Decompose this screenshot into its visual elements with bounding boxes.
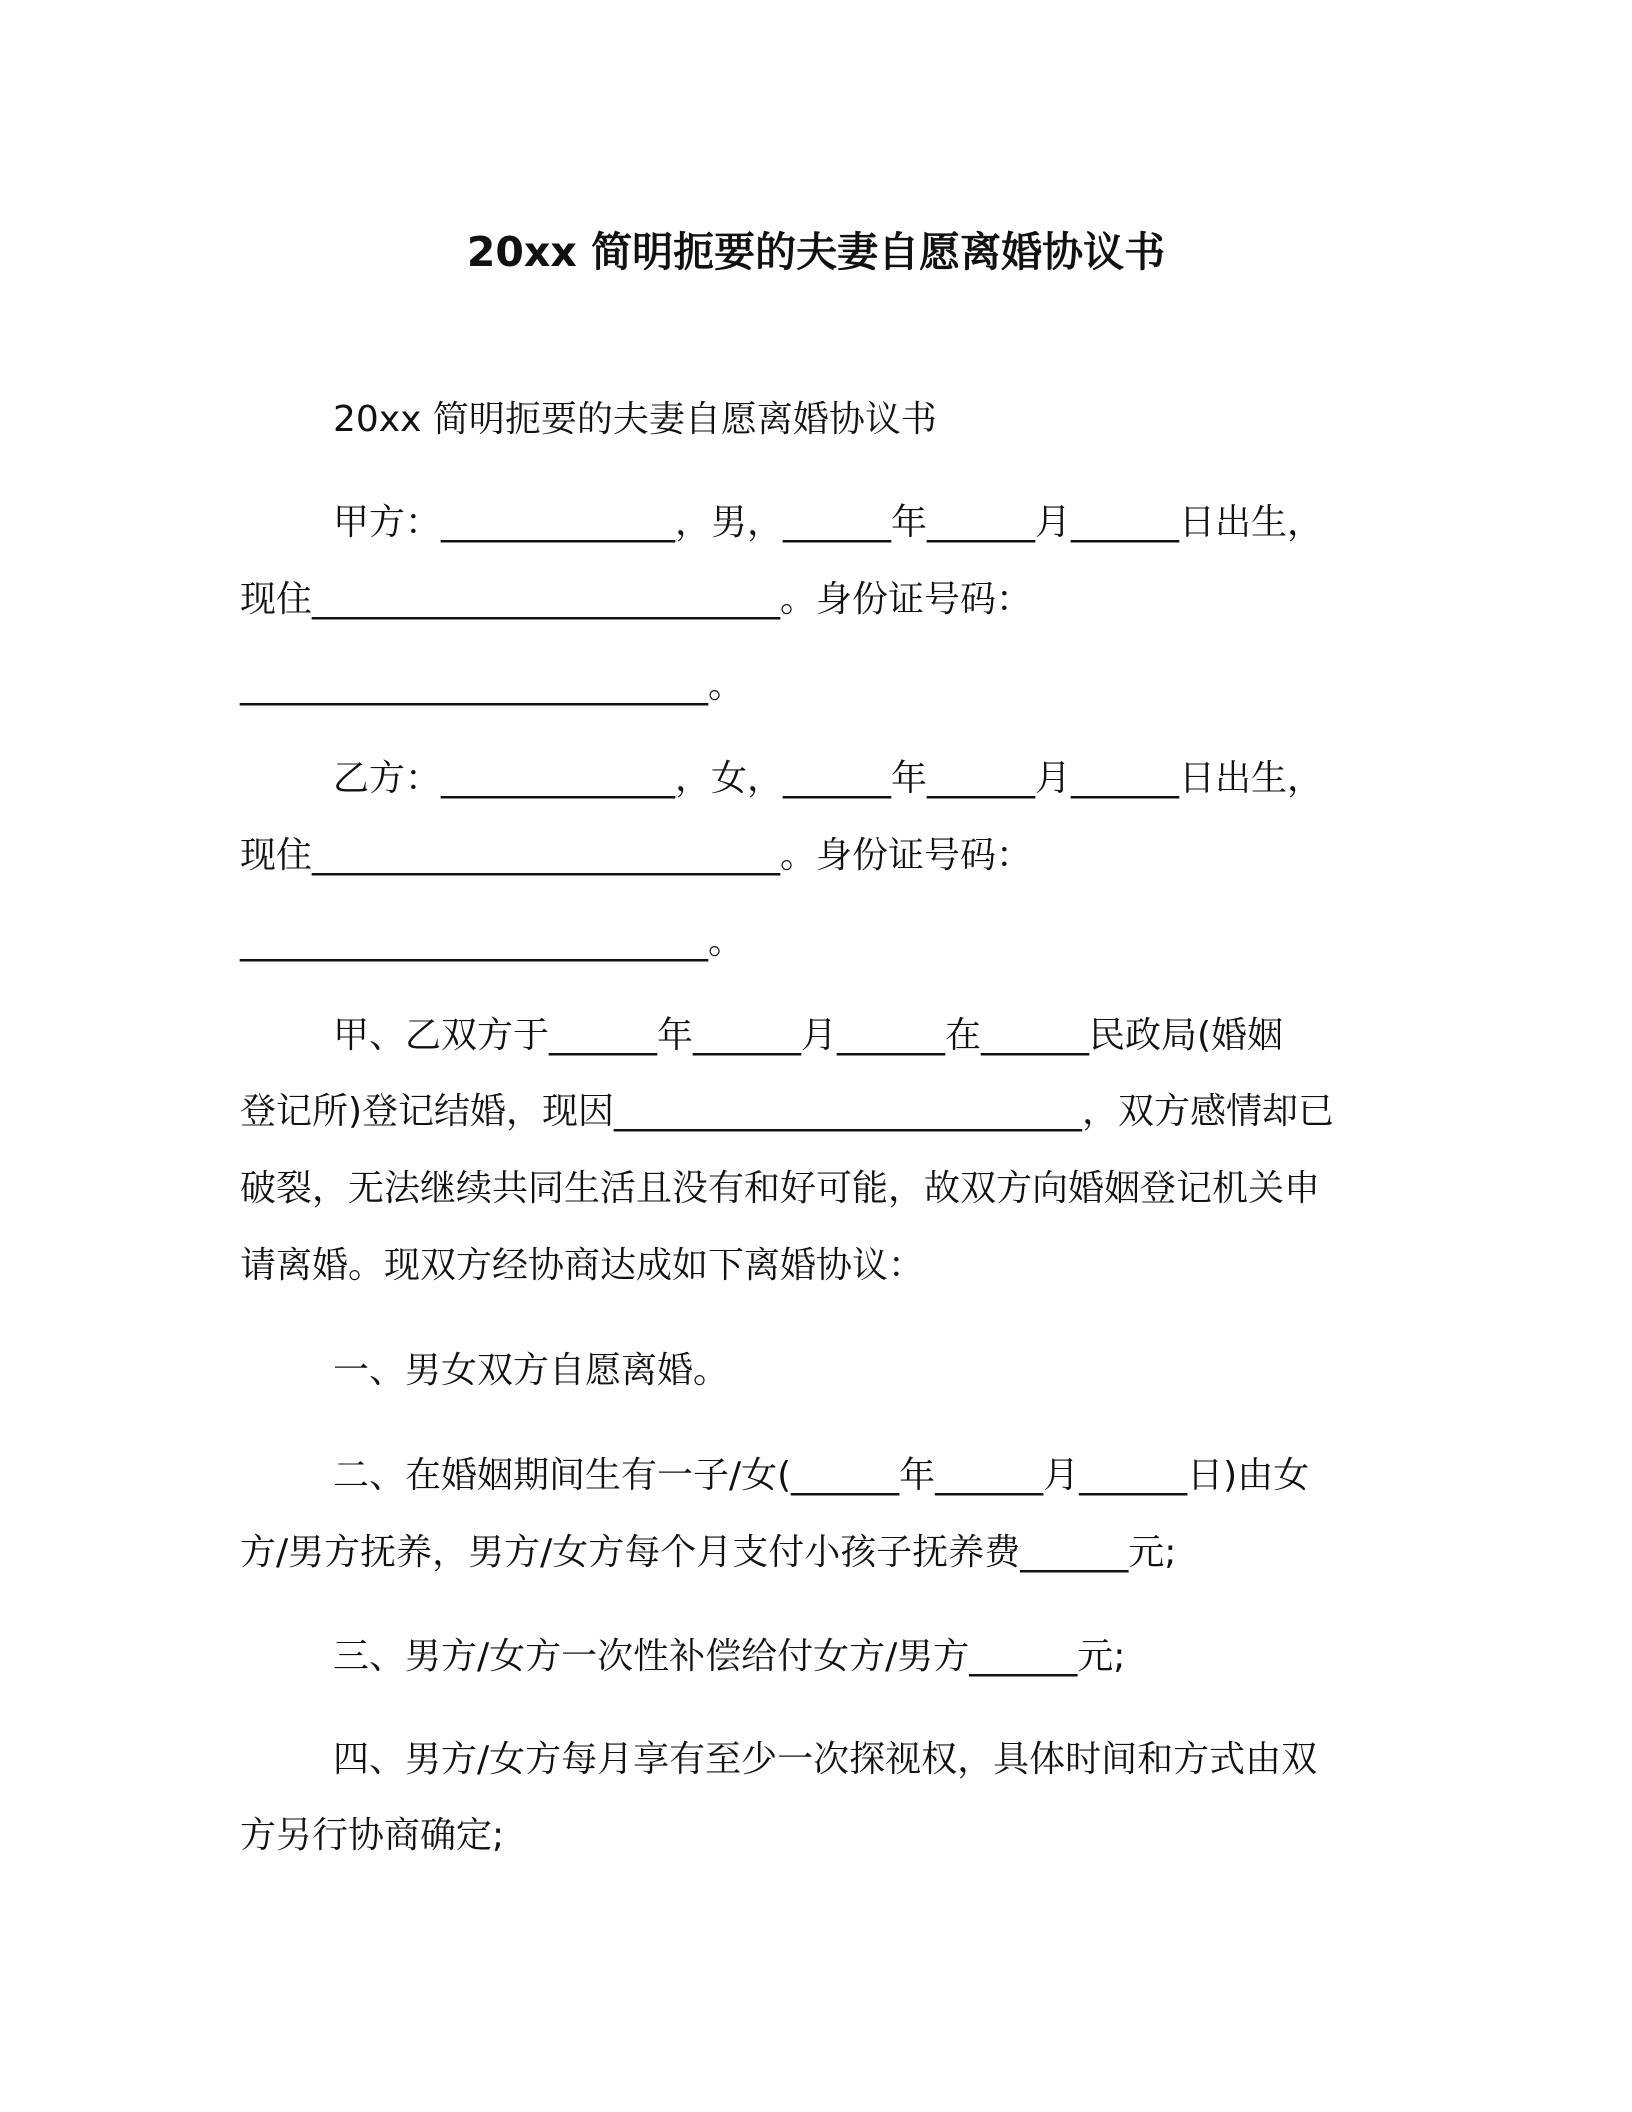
marriage-para-line-1: 甲、乙双方于______年______月______在______民政局(婚姻 (333, 1015, 1284, 1056)
marriage-para-line-4: 请离婚。现双方经协商达成如下离婚协议： (240, 1245, 925, 1286)
clause-1: 一、男女双方自愿离婚。 (333, 1350, 730, 1391)
party-a-line-2: 现住__________________________。身份证号码： (240, 579, 1033, 620)
clause-2-line-1: 二、在婚姻期间生有一子/女(______年______月______日)由女 (333, 1455, 1310, 1496)
clause-2-line-2: 方/男方抚养，男方/女方每个月支付小孩子抚养费______元; (240, 1532, 1177, 1573)
marriage-para-line-2: 登记所)登记结婚，现因__________________________，双方感情却已 (240, 1091, 1335, 1132)
clause-4-line-1: 四、男方/女方每月享有至少一次探视权，具体时间和方式由双 (333, 1739, 1318, 1780)
party-a-line-1: 甲方：_____________，男，______年______月______日出生， (333, 502, 1324, 543)
party-b-line-2: 现住__________________________。身份证号码： (240, 835, 1033, 876)
clause-4-line-2: 方另行协商确定; (240, 1815, 505, 1856)
document-title: 20xx 简明扼要的夫妻自愿离婚协议书 (466, 228, 1166, 276)
party-a-line-3: __________________________。 (240, 665, 744, 706)
marriage-para-line-3: 破裂，无法继续共同生活且没有和好可能，故双方向婚姻登记机关申 (240, 1168, 1321, 1209)
heading-repeat: 20xx 简明扼要的夫妻自愿离婚协议书 (333, 399, 937, 440)
party-b-line-1: 乙方：_____________，女，______年______月______日出生， (333, 758, 1324, 799)
clause-3: 三、男方/女方一次性补偿给付女方/男方______元; (333, 1636, 1126, 1677)
party-b-line-3: __________________________。 (240, 921, 744, 962)
